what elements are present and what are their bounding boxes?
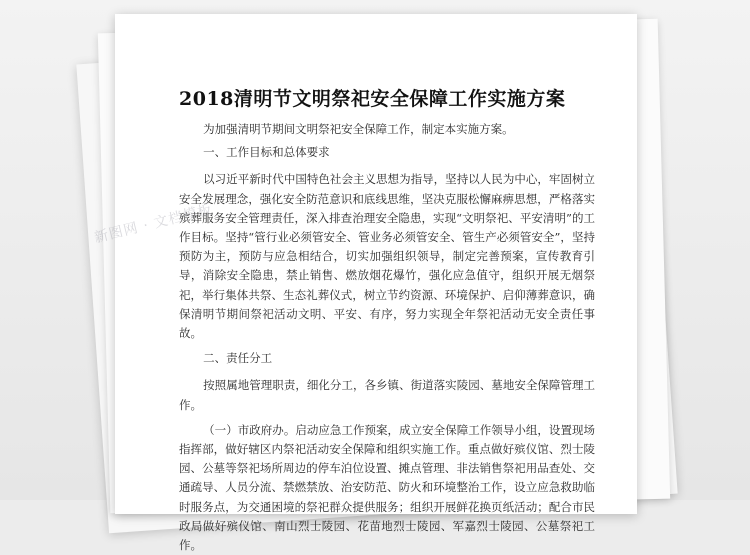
section-2-paragraph: 按照属地管理职责，细化分工，各乡镇、街道落实陵园、墓地安全保障管理工作。	[179, 378, 595, 412]
section-1-heading: 一、工作目标和总体要求	[203, 145, 330, 160]
watermark-text: 新图网 · 文档模板	[92, 201, 215, 247]
intro-paragraph: 为加强清明节期间文明祭祀安全保障工作，制定本实施方案。	[203, 122, 514, 136]
document-page	[115, 14, 637, 553]
document-body	[179, 120, 595, 555]
section-1-paragraph: 以习近平新时代中国特色社会主义思想为指导，坚持以人民为中心，牢固树立安全发展理念，强化安全防范意识和底线思维，坚决克服松懈麻痹思想，严格落实殡葬服务安全管理责任，深入排查治理安全隐患，实现“文明祭祀、平安清明”的工作目标。坚持“管行业必须管安全、管业务必须管安全、管生产必须管安全”，坚持预防为主，预防与应急相结合，切实加强组织领导，制定完善预案，宣传教育引导，消除安全隐患，禁止销售、燃放烟花爆竹，强化应急值守，组织开展无烟祭祀，举行集体共祭、生态礼葬仪式，树立节约资源、环境保护、启仰薄葬意识，确保清明节期间祭祀活动文明、平安、有序，努力实现全年祭祀活动无安全责任事故。	[179, 172, 595, 341]
section-2-heading: 二、责任分工	[203, 351, 273, 366]
document-title: 2018清明节文明祭祀安全保障工作实施方案	[179, 88, 566, 110]
item-1-paragraph: （一）市政府办。启动应急工作预案，成立安全保障工作领导小组，设置现场指挥部，做好辖区内祭祀活动安全保障和组织实施工作。重点做好殡仪馆、烈士陵园、公墓等祭祀场所周边的停车泊位设置、摊点管理、非法销售祭祀用品查处、交通疏导、人员分流、禁燃禁放、治安防范、防火和环境整治工作，设立应急救助临时服务点，为交通困境的祭祀群众提供服务；组织开展鲜花换页纸活动；配合市民政局做好殡仪馆、南山烈士陵园、花苗地烈士陵园、军嘉烈士陵园、公墓祭祀工作。	[179, 422, 595, 553]
